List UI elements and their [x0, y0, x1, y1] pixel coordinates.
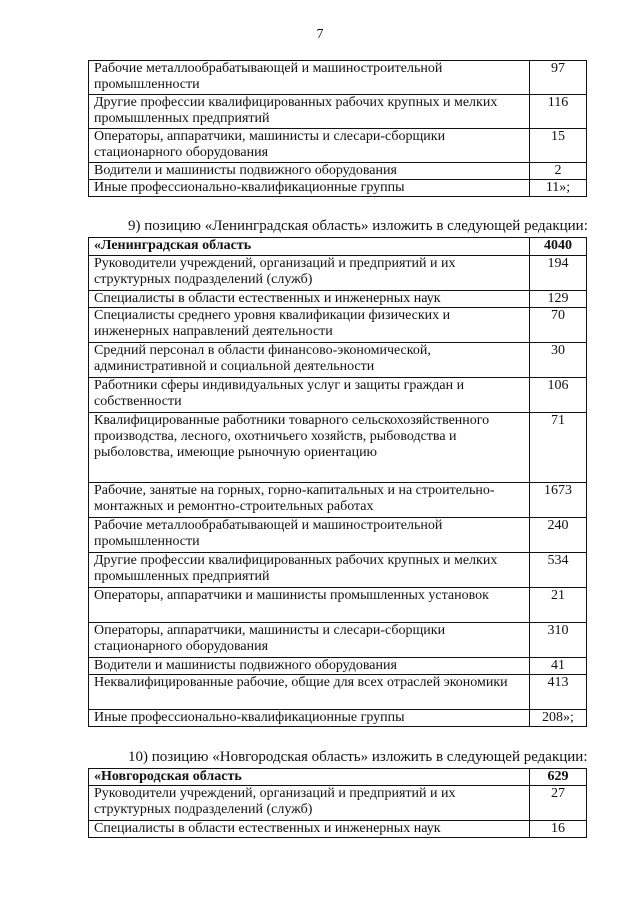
row-label: Специалисты в области естественных и инженерных наук — [89, 291, 530, 308]
table-row — [89, 675, 587, 710]
table-row — [89, 658, 587, 675]
table-row — [89, 95, 587, 129]
row-value: 21 — [530, 588, 587, 623]
table-row — [89, 343, 587, 378]
row-label: Руководители учреждений, организаций и предприятий и их структурных подразделений (служб) — [89, 786, 530, 821]
row-value: 116 — [530, 95, 587, 129]
row-value: 534 — [530, 553, 587, 588]
table-row — [89, 378, 587, 413]
row-label: Операторы, аппаратчики и машинисты промышленных установок — [89, 588, 530, 623]
row-value: 106 — [530, 378, 587, 413]
table-row — [89, 413, 587, 483]
row-label: Специалисты среднего уровня квалификации физических и инженерных направлений деятельности — [89, 308, 530, 343]
row-label: Другие профессии квалифицированных рабочих крупных и мелких промышленных предприятий — [89, 553, 530, 588]
row-value: 15 — [530, 129, 587, 163]
row-value: 30 — [530, 343, 587, 378]
row-value: 97 — [530, 61, 587, 95]
table-row — [89, 256, 587, 291]
table-row — [89, 308, 587, 343]
row-value: 71 — [530, 413, 587, 483]
region-name: «Ленинградская область — [89, 238, 530, 256]
row-label: Рабочие металлообрабатывающей и машиностроительной промышленности — [89, 61, 530, 95]
table-row — [89, 821, 587, 838]
row-value: 208»; — [530, 710, 587, 727]
region-total: 629 — [530, 769, 587, 786]
row-label: Другие профессии квалифицированных рабочих крупных и мелких промышленных предприятий — [89, 95, 530, 129]
table-row — [89, 623, 587, 658]
row-value: 240 — [530, 518, 587, 553]
page-number: 7 — [316, 27, 324, 42]
row-value: 1673 — [530, 483, 587, 518]
row-value: 413 — [530, 675, 587, 710]
row-label: Квалифицированные работники товарного сельскохозяйственного производства, лесного, охотничьего хозяйств, рыбоводства и рыболовства, имеющие рыночную ориентацию — [89, 413, 530, 483]
row-label: Иные профессионально-квалификационные группы — [89, 710, 530, 727]
row-value: 129 — [530, 291, 587, 308]
row-label: Рабочие металлообрабатывающей и машиностроительной промышленности — [89, 518, 530, 553]
row-label: Операторы, аппаратчики, машинисты и слесари-сборщики стационарного оборудования — [89, 129, 530, 163]
row-label: Средний персонал в области финансово-экономической, административной и социальной деятельности — [89, 343, 530, 378]
row-label: Неквалифицированные рабочие, общие для всех отраслей экономики — [89, 675, 530, 710]
row-value: 70 — [530, 308, 587, 343]
table-row — [89, 518, 587, 553]
row-label: Специалисты в области естественных и инженерных наук — [89, 821, 530, 838]
table-row — [89, 163, 587, 180]
table-leningrad — [88, 237, 587, 727]
table-row — [89, 786, 587, 821]
row-value: 16 — [530, 821, 587, 838]
row-label: Работники сферы индивидуальных услуг и защиты граждан и собственности — [89, 378, 530, 413]
paragraph-leningrad: 9) позицию «Ленинградская область» изложить в следующей редакции: — [128, 218, 588, 234]
table-header-row — [89, 769, 587, 786]
row-value: 41 — [530, 658, 587, 675]
table-row — [89, 483, 587, 518]
table-row — [89, 710, 587, 727]
table-row — [89, 588, 587, 623]
row-label: Операторы, аппаратчики, машинисты и слесари-сборщики стационарного оборудования — [89, 623, 530, 658]
row-value: 27 — [530, 786, 587, 821]
row-value: 194 — [530, 256, 587, 291]
table-row — [89, 61, 587, 95]
row-label: Водители и машинисты подвижного оборудования — [89, 163, 530, 180]
paragraph-novgorod: 10) позицию «Новгородская область» изложить в следующей редакции: — [128, 749, 588, 765]
row-label: Водители и машинисты подвижного оборудования — [89, 658, 530, 675]
table-header-row — [89, 238, 587, 256]
row-label: Иные профессионально-квалификационные группы — [89, 180, 530, 197]
row-value: 2 — [530, 163, 587, 180]
table-row — [89, 553, 587, 588]
row-label: Рабочие, занятые на горных, горно-капитальных и на строительно-монтажных и ремонтно-строительных работах — [89, 483, 530, 518]
region-total: 4040 — [530, 238, 587, 256]
table-row — [89, 180, 587, 197]
table-continuation — [88, 60, 587, 197]
table-row — [89, 129, 587, 163]
row-value: 310 — [530, 623, 587, 658]
row-label: Руководители учреждений, организаций и предприятий и их структурных подразделений (служб) — [89, 256, 530, 291]
region-name: «Новгородская область — [89, 769, 530, 786]
table-row — [89, 291, 587, 308]
table-novgorod — [88, 768, 587, 838]
row-value: 11»; — [530, 180, 587, 197]
